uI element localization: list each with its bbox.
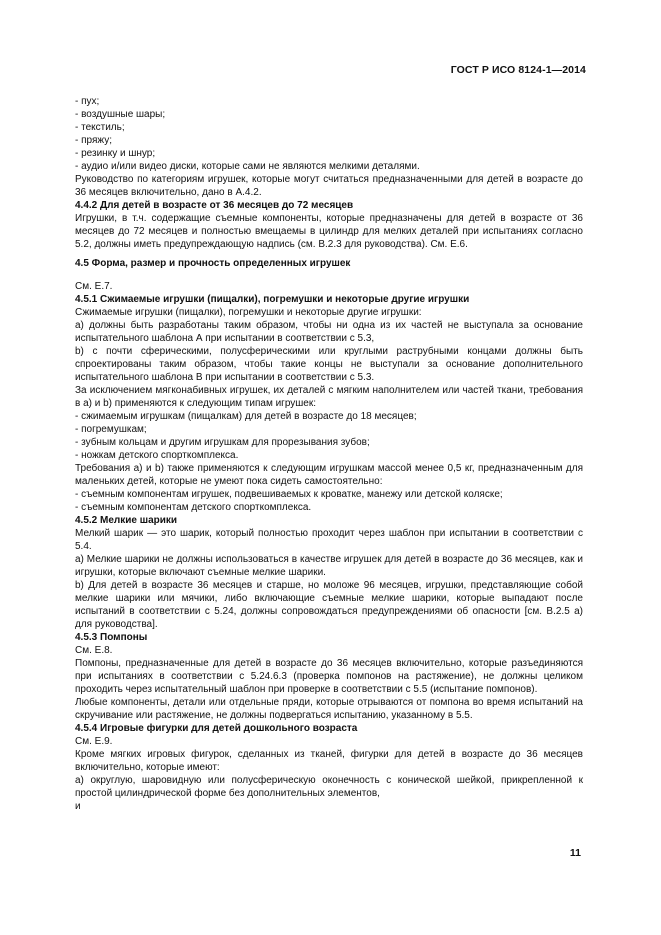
paragraph: См. Е.7.: [75, 281, 113, 292]
list-item: - съемным компонентам детского спорткомплекса.: [75, 502, 312, 513]
list-item: - аудио и/или видео диски, которые сами не являются мелкими деталями.: [75, 161, 420, 172]
list-item: - сжимаемым игрушкам (пищалкам) для детей в возрасте до 18 месяцев;: [75, 411, 417, 422]
list-item: - ножкам детского спорткомплекса.: [75, 450, 239, 461]
paragraph: Сжимаемые игрушки (пищалки), погремушки и некоторые другие игрушки:: [75, 307, 422, 318]
list-item: - съемным компонентам игрушек, подвешиваемых к кроватке, манежу или детской коляске;: [75, 489, 503, 500]
paragraph: а) должны быть разработаны таким образом, чтобы ни одна из их частей не выступала за основание испытательного шаблона А при испытании в соответствии с 5.3,: [75, 320, 583, 344]
paragraph: Требования а) и b) также применяются к следующим игрушкам массой менее 0,5 кг, предназначенным для маленьких детей, которые не умеют пока сидеть самостоятельно:: [75, 463, 583, 487]
page-body: [75, 95, 583, 813]
paragraph: и: [75, 801, 81, 812]
section-heading-4-5-4: 4.5.4 Игровые фигурки для детей дошкольного возраста: [75, 723, 358, 734]
section-heading-4-5: 4.5 Форма, размер и прочность определенных игрушек: [75, 258, 351, 269]
section-heading-4-5-1: 4.5.1 Сжимаемые игрушки (пищалки), погремушки и некоторые другие игрушки: [75, 294, 470, 305]
paragraph: См. Е.8.: [75, 645, 113, 656]
paragraph: Руководство по категориям игрушек, которые могут считаться предназначенными для детей в возрасте до 36 месяцев включительно, дано в А.4.2.: [75, 174, 583, 198]
paragraph: За исключением мягконабивных игрушек, их деталей с мягким наполнителем или частей ткани, требования в а) и b) применяются к следующим типам игрушек:: [75, 385, 583, 409]
paragraph: b) Для детей в возрасте 36 месяцев и старше, но моложе 96 месяцев, игрушки, представляющие собой мелкие шарики или мячики, либо включающие съемные мелкие шарики, которые выпадают после испытаний в соответствии с 5.24, должны сопровождаться предупреждениями об опасности [см. В.2.5 а) для руководства].: [75, 580, 583, 630]
paragraph: Любые компоненты, детали или отдельные пряди, которые отрываются от помпона во время испытаний на скручивание или растяжение, не должны подвергаться испытанию, указанному в 5.5.: [75, 697, 583, 721]
list-item: - погремушкам;: [75, 424, 147, 435]
list-item: - пух;: [75, 96, 100, 107]
list-item: - резинку и шнур;: [75, 148, 156, 159]
section-heading-4-4-2: 4.4.2 Для детей в возрасте от 36 месяцев до 72 месяцев: [75, 200, 354, 211]
page-number: 11: [569, 847, 581, 859]
paragraph: Кроме мягких игровых фигурок, сделанных из тканей, фигурки для детей в возрасте до 36 месяцев включительно, которые имеют:: [75, 749, 583, 773]
section-heading-4-5-3: 4.5.3 Помпоны: [75, 632, 148, 643]
paragraph: а) Мелкие шарики не должны использоваться в качестве игрушек для детей в возрасте до 36 месяцев, как и игрушки, которые включают съемные мелкие шарики.: [75, 554, 583, 578]
list-item: - пряжу;: [75, 135, 112, 146]
section-heading-4-5-2: 4.5.2 Мелкие шарики: [75, 515, 178, 526]
list-item: - текстиль;: [75, 122, 125, 133]
paragraph: b) с почти сферическими, полусферическими или круглыми раструбными концами должны быть спроектированы таким образом, чтобы такие концы не выступали за основание дополнительного испытательного шаблона В при испытании в соответствии с 5.3.: [75, 346, 583, 383]
paragraph: Мелкий шарик — это шарик, который полностью проходит через шаблон при испытании в соответствии с 5.4.: [75, 528, 583, 552]
paragraph: Игрушки, в т.ч. содержащие съемные компоненты, которые предназначены для детей в возрасте от 36 месяцев до 72 месяцев и полностью вмещаемы в цилиндр для мелких деталей при испытаниях согласно 5.2, должны иметь предупреждающую надпись (см. В.2.3 для руководства). См. Е.6.: [75, 213, 583, 250]
paragraph: а) округлую, шаровидную или полусферическую оконечность с конической шейкой, прикрепленной к простой цилиндрической форме без дополнительных элементов,: [75, 775, 583, 799]
list-item: - воздушные шары;: [75, 109, 166, 120]
paragraph: Помпоны, предназначенные для детей в возрасте до 36 месяцев включительно, которые разъединяются при испытаниях в соответствии с 5.24.6.3 (проверка помпонов на растяжение), не должны целиком проходить через испытательный шаблон при проверке в соответствии с 5.5 (испытание помпонов).: [75, 658, 583, 695]
paragraph: См. Е.9.: [75, 736, 113, 747]
document-code: ГОСТ Р ИСО 8124-1—2014: [450, 64, 586, 76]
list-item: - зубным кольцам и другим игрушкам для прорезывания зубов;: [75, 437, 370, 448]
